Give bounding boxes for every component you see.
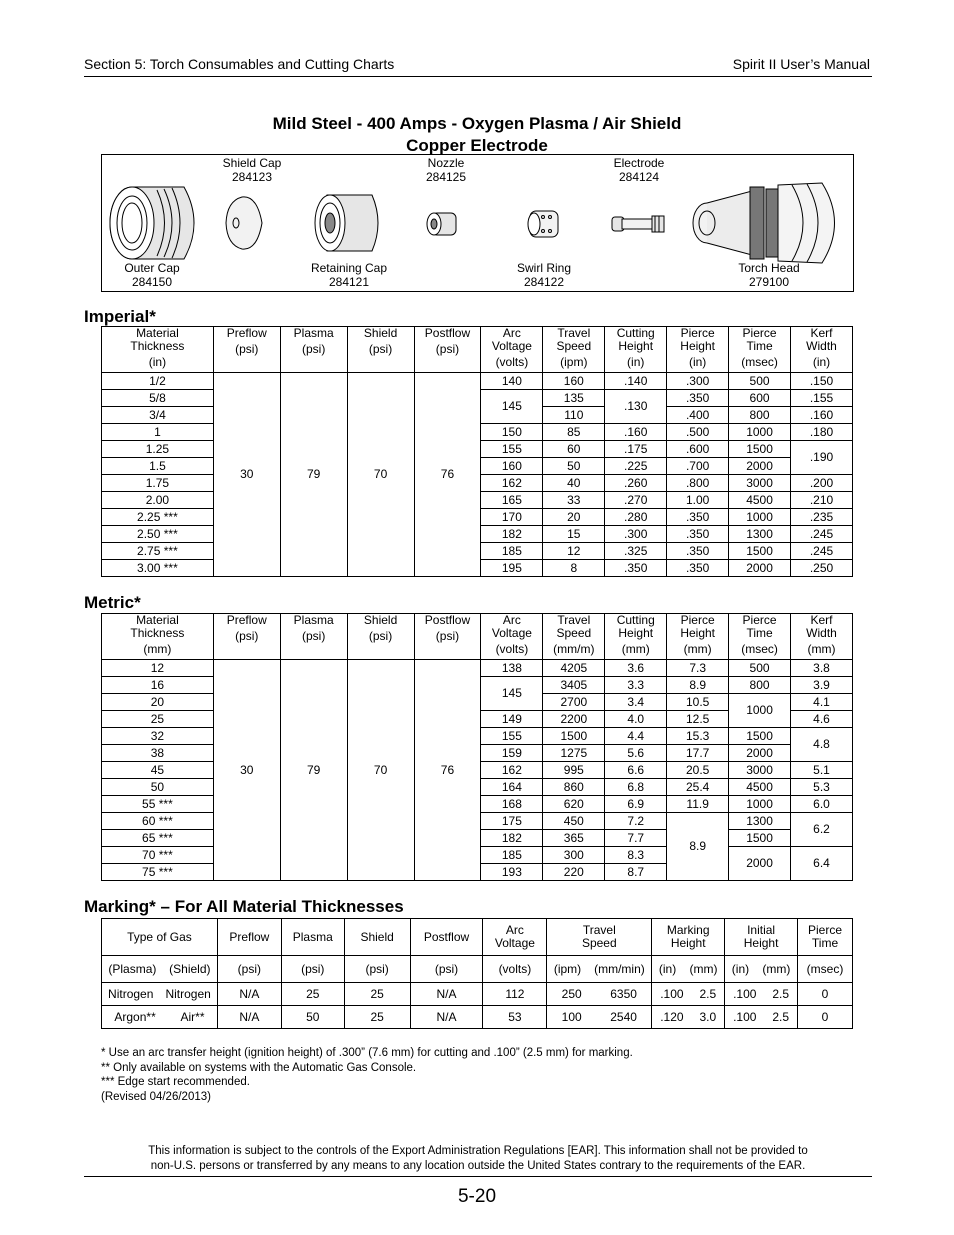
table-cell: 800 [729, 677, 791, 694]
table-cell: 2000 [729, 560, 791, 577]
thickness-cell: 16 [102, 677, 214, 694]
table-cell: .245 [791, 543, 853, 560]
table-cell: 182 [481, 830, 543, 847]
table-cell: 600 [729, 390, 791, 407]
table-cell: 140 [481, 373, 543, 390]
table-cell: .325 [605, 543, 667, 560]
table-cell: 800 [729, 407, 791, 424]
table-cell: 145 [481, 390, 543, 424]
column-header: Plasma (psi) [280, 327, 347, 373]
column-header: Pierce Height (mm) [667, 614, 729, 660]
table-cell: 185 [481, 543, 543, 560]
plasma-cell: 79 [280, 660, 347, 881]
table-cell: 85 [543, 424, 605, 441]
table-cell: 12 [543, 543, 605, 560]
table-cell: 2000 [729, 745, 791, 762]
thickness-cell: 2.75 *** [102, 543, 214, 560]
column-header: Cutting Height (mm) [605, 614, 667, 660]
metric-header-row [102, 614, 853, 660]
table-cell: 160 [481, 458, 543, 475]
column-header: Pierce Time (msec) [729, 327, 791, 373]
table-cell: .600 [667, 441, 729, 458]
column-header: Preflow (psi) [213, 614, 280, 660]
header-rule [84, 76, 872, 77]
column-header: Postflow (psi) [414, 327, 481, 373]
page-title: Mild Steel - 400 Amps - Oxygen Plasma / Air Shield Copper Electrode [272, 114, 682, 155]
postflow-cell: 76 [414, 373, 481, 577]
table-cell: 3.4 [605, 694, 667, 711]
marking-units-row: (Plasma) (Shield) (psi) (psi) (psi) (psi) (volts) (ipm) (mm/min) (in) (mm) (in) (mm) (msec) [102, 956, 853, 983]
table-cell: .225 [605, 458, 667, 475]
part-label-shield-cap: Shield Cap 284123 [222, 156, 282, 184]
col-arc-voltage: Arc Voltage [483, 919, 547, 956]
table-cell: 164 [481, 779, 543, 796]
table-cell: .350 [667, 560, 729, 577]
table-cell: 6.2 [791, 813, 853, 847]
consumables-diagram [101, 154, 854, 292]
footnote-2: ** Only available on systems with the Automatic Gas Console. [101, 1061, 417, 1074]
table-cell: 3.3 [605, 677, 667, 694]
shield-cap-icon [226, 197, 262, 249]
table-cell: 8.3 [605, 847, 667, 864]
thickness-cell: 2.50 *** [102, 526, 214, 543]
table-cell: 110 [543, 407, 605, 424]
table-cell: 8.7 [605, 864, 667, 881]
table-cell: 1500 [729, 830, 791, 847]
table-cell: .155 [791, 390, 853, 407]
column-header: Cutting Height (in) [605, 327, 667, 373]
table-cell: 4.1 [791, 694, 853, 711]
table-cell: 6.8 [605, 779, 667, 796]
thickness-cell: 50 [102, 779, 214, 796]
ear-notice: This information is subject to the controls of the Export Administration Regulations [EAR]. This information shall not be provided to non-U.S. persons or transferred by any means to any location outside the United States contrary to the requirements of the EAR. [148, 1145, 808, 1172]
col-postflow: Postflow [410, 919, 483, 956]
table-cell: 1.00 [667, 492, 729, 509]
table-cell: 138 [481, 660, 543, 677]
thickness-cell: 65 *** [102, 830, 214, 847]
table-cell: 1500 [729, 543, 791, 560]
part-label-nozzle: Nozzle 284125 [425, 156, 467, 184]
col-initial-height: Initial Height [725, 919, 798, 956]
table-cell: .300 [667, 373, 729, 390]
table-cell: 860 [543, 779, 605, 796]
table-cell: .130 [605, 390, 667, 424]
thickness-cell: 2.25 *** [102, 509, 214, 526]
col-type-of-gas: Type of Gas [102, 919, 218, 956]
table-cell: 8.9 [667, 813, 729, 881]
table-row: Argon** Air** N/A 50 25 N/A 53 100 2540 .120 3.0 .100 2.5 0 [102, 1006, 853, 1029]
table-cell: 159 [481, 745, 543, 762]
electrode-icon [612, 216, 664, 232]
table-cell: .140 [605, 373, 667, 390]
table-cell: .210 [791, 492, 853, 509]
table-cell: 4.6 [791, 711, 853, 728]
table-cell: 6.6 [605, 762, 667, 779]
part-label-retaining-cap: Retaining Cap 284121 [310, 261, 388, 289]
metric-cut-chart [101, 613, 853, 881]
retaining-cap-icon [315, 195, 378, 251]
table-cell: 182 [481, 526, 543, 543]
thickness-cell: 1.25 [102, 441, 214, 458]
table-cell: 365 [543, 830, 605, 847]
table-cell: 25.4 [667, 779, 729, 796]
col-travel-speed: Travel Speed [547, 919, 652, 956]
page-number: 5-20 [457, 1186, 497, 1207]
table-cell: 1500 [729, 441, 791, 458]
column-header: Kerf Width (mm) [791, 614, 853, 660]
table-cell: 193 [481, 864, 543, 881]
postflow-cell: 76 [414, 660, 481, 881]
table-cell: .260 [605, 475, 667, 492]
table-cell: .160 [605, 424, 667, 441]
table-cell: 20.5 [667, 762, 729, 779]
table-cell: 2000 [729, 847, 791, 881]
table-cell: 995 [543, 762, 605, 779]
thickness-cell: 12 [102, 660, 214, 677]
thickness-cell: 3.00 *** [102, 560, 214, 577]
table-cell: .300 [605, 526, 667, 543]
metric-heading: Metric* [84, 593, 141, 612]
table-cell: 3.8 [791, 660, 853, 677]
table-cell: 500 [729, 373, 791, 390]
table-cell: .270 [605, 492, 667, 509]
col-plasma: Plasma [281, 919, 344, 956]
footnote-1: * Use an arc transfer height (ignition height) of .300” (7.6 mm) for cutting and .100” (2.5 mm) for marking. [101, 1047, 633, 1059]
col-preflow: Preflow [217, 919, 281, 956]
table-cell: 165 [481, 492, 543, 509]
imperial-cut-chart [101, 326, 853, 577]
thickness-cell: 55 *** [102, 796, 214, 813]
col-marking-height: Marking Height [652, 919, 725, 956]
swirl-ring-icon [528, 211, 558, 237]
table-cell: 7.2 [605, 813, 667, 830]
table-cell: 2000 [729, 458, 791, 475]
revision-note: (Revised 04/26/2013) [101, 1090, 211, 1103]
table-cell: 1000 [729, 509, 791, 526]
preflow-cell: 30 [213, 373, 280, 577]
marking-header-row [102, 919, 853, 956]
table-cell: .180 [791, 424, 853, 441]
table-cell: 168 [481, 796, 543, 813]
thickness-cell: 3/4 [102, 407, 214, 424]
table-cell: 6.4 [791, 847, 853, 881]
table-cell: 175 [481, 813, 543, 830]
table-cell: 300 [543, 847, 605, 864]
thickness-cell: 1/2 [102, 373, 214, 390]
table-cell: .160 [791, 407, 853, 424]
thickness-cell: 1.75 [102, 475, 214, 492]
col-shield: Shield [344, 919, 410, 956]
column-header: Shield (psi) [347, 327, 414, 373]
table-row [102, 373, 853, 390]
header-section-title: Section 5: Torch Consumables and Cutting Charts [84, 56, 395, 72]
column-header: Arc Voltage (volts) [481, 614, 543, 660]
table-cell: 3000 [729, 762, 791, 779]
table-cell: 4.0 [605, 711, 667, 728]
table-cell: 8.9 [667, 677, 729, 694]
column-header: Plasma (psi) [280, 614, 347, 660]
imperial-header-row [102, 327, 853, 373]
thickness-cell: 38 [102, 745, 214, 762]
table-cell: 185 [481, 847, 543, 864]
table-cell: 3405 [543, 677, 605, 694]
table-cell: 620 [543, 796, 605, 813]
part-label-electrode: Electrode 284124 [613, 156, 665, 184]
table-cell: .350 [667, 526, 729, 543]
table-cell: 4500 [729, 779, 791, 796]
table-cell: 6.9 [605, 796, 667, 813]
table-cell: 12.5 [667, 711, 729, 728]
table-cell: .175 [605, 441, 667, 458]
thickness-cell: 5/8 [102, 390, 214, 407]
marking-heading: Marking* – For All Material Thicknesses [84, 897, 404, 916]
table-cell: 195 [481, 560, 543, 577]
thickness-cell: 1 [102, 424, 214, 441]
consumables-illustration [102, 155, 853, 291]
table-cell: 2200 [543, 711, 605, 728]
thickness-cell: 32 [102, 728, 214, 745]
plasma-cell: 79 [280, 373, 347, 577]
table-cell: .700 [667, 458, 729, 475]
table-cell: 155 [481, 728, 543, 745]
table-cell: 1000 [729, 796, 791, 813]
thickness-cell: 25 [102, 711, 214, 728]
table-cell: .350 [667, 390, 729, 407]
table-cell: 60 [543, 441, 605, 458]
table-cell: 33 [543, 492, 605, 509]
table-cell: 3.9 [791, 677, 853, 694]
table-cell: 10.5 [667, 694, 729, 711]
table-cell: 15.3 [667, 728, 729, 745]
table-row [102, 660, 853, 677]
thickness-cell: 2.00 [102, 492, 214, 509]
thickness-cell: 1.5 [102, 458, 214, 475]
shield-cell: 70 [347, 660, 414, 881]
table-cell: .235 [791, 509, 853, 526]
column-header: Arc Voltage (volts) [481, 327, 543, 373]
column-header: Material Thickness (in) [102, 327, 214, 373]
table-cell: 220 [543, 864, 605, 881]
thickness-cell: 20 [102, 694, 214, 711]
table-cell: 3000 [729, 475, 791, 492]
table-cell: 20 [543, 509, 605, 526]
table-cell: 155 [481, 441, 543, 458]
preflow-cell: 30 [213, 660, 280, 881]
table-cell: 1300 [729, 526, 791, 543]
table-cell: 50 [543, 458, 605, 475]
footnote-3: *** Edge start recommended. [101, 1076, 250, 1088]
footer-rule [84, 1176, 872, 1177]
thickness-cell: 75 *** [102, 864, 214, 881]
table-cell: 8 [543, 560, 605, 577]
table-cell: .500 [667, 424, 729, 441]
table-cell: 450 [543, 813, 605, 830]
table-cell: .400 [667, 407, 729, 424]
table-cell: .800 [667, 475, 729, 492]
column-header: Travel Speed (ipm) [543, 327, 605, 373]
imperial-heading: Imperial* [84, 307, 156, 326]
table-cell: 162 [481, 475, 543, 492]
table-cell: 1000 [729, 424, 791, 441]
table-cell: .280 [605, 509, 667, 526]
table-cell: .200 [791, 475, 853, 492]
table-cell: 5.3 [791, 779, 853, 796]
table-cell: 1500 [729, 728, 791, 745]
nozzle-icon [427, 213, 456, 235]
part-label-swirl-ring: Swirl Ring 284122 [516, 261, 571, 289]
table-cell: 4.8 [791, 728, 853, 762]
table-cell: 4.4 [605, 728, 667, 745]
column-header: Shield (psi) [347, 614, 414, 660]
table-cell: 15 [543, 526, 605, 543]
table-cell: .190 [791, 441, 853, 475]
table-cell: 162 [481, 762, 543, 779]
column-header: Pierce Height (in) [667, 327, 729, 373]
table-cell: 150 [481, 424, 543, 441]
table-cell: 1000 [729, 694, 791, 728]
thickness-cell: 45 [102, 762, 214, 779]
footnotes [101, 1046, 633, 1104]
table-row: Nitrogen Nitrogen N/A 25 25 N/A 112 250 6350 .100 2.5 .100 2.5 0 [102, 983, 853, 1006]
table-cell: 11.9 [667, 796, 729, 813]
table-cell: 2700 [543, 694, 605, 711]
table-cell: 170 [481, 509, 543, 526]
table-cell: 145 [481, 677, 543, 711]
table-cell: .250 [791, 560, 853, 577]
column-header: Postflow (psi) [414, 614, 481, 660]
column-header: Preflow (psi) [213, 327, 280, 373]
table-cell: 135 [543, 390, 605, 407]
table-cell: 5.6 [605, 745, 667, 762]
table-cell: .350 [667, 509, 729, 526]
thickness-cell: 70 *** [102, 847, 214, 864]
table-cell: .350 [605, 560, 667, 577]
table-cell: 500 [729, 660, 791, 677]
table-cell: .150 [791, 373, 853, 390]
table-cell: 1275 [543, 745, 605, 762]
outer-cap-icon [110, 187, 194, 259]
col-pierce-time: Pierce Time [798, 919, 853, 956]
table-cell: 149 [481, 711, 543, 728]
table-cell: 4500 [729, 492, 791, 509]
column-header: Travel Speed (mm/m) [543, 614, 605, 660]
table-cell: 3.6 [605, 660, 667, 677]
column-header: Material Thickness (mm) [102, 614, 214, 660]
table-cell: 4205 [543, 660, 605, 677]
table-cell: 40 [543, 475, 605, 492]
table-cell: 6.0 [791, 796, 853, 813]
table-cell: 7.7 [605, 830, 667, 847]
part-label-outer-cap: Outer Cap 284150 [124, 261, 180, 289]
part-label-torch-head: Torch Head 279100 [738, 261, 800, 289]
column-header: Pierce Time (msec) [729, 614, 791, 660]
table-cell: .350 [667, 543, 729, 560]
table-cell: 1500 [543, 728, 605, 745]
marking-chart [101, 918, 853, 1029]
table-cell: 5.1 [791, 762, 853, 779]
table-cell: 160 [543, 373, 605, 390]
thickness-cell: 60 *** [102, 813, 214, 830]
table-cell: .245 [791, 526, 853, 543]
column-header: Kerf Width (in) [791, 327, 853, 373]
shield-cell: 70 [347, 373, 414, 577]
table-cell: 17.7 [667, 745, 729, 762]
torch-head-icon [693, 183, 835, 263]
header-manual-title: Spirit II User’s Manual [732, 56, 870, 72]
table-cell: 1300 [729, 813, 791, 830]
table-cell: 7.3 [667, 660, 729, 677]
